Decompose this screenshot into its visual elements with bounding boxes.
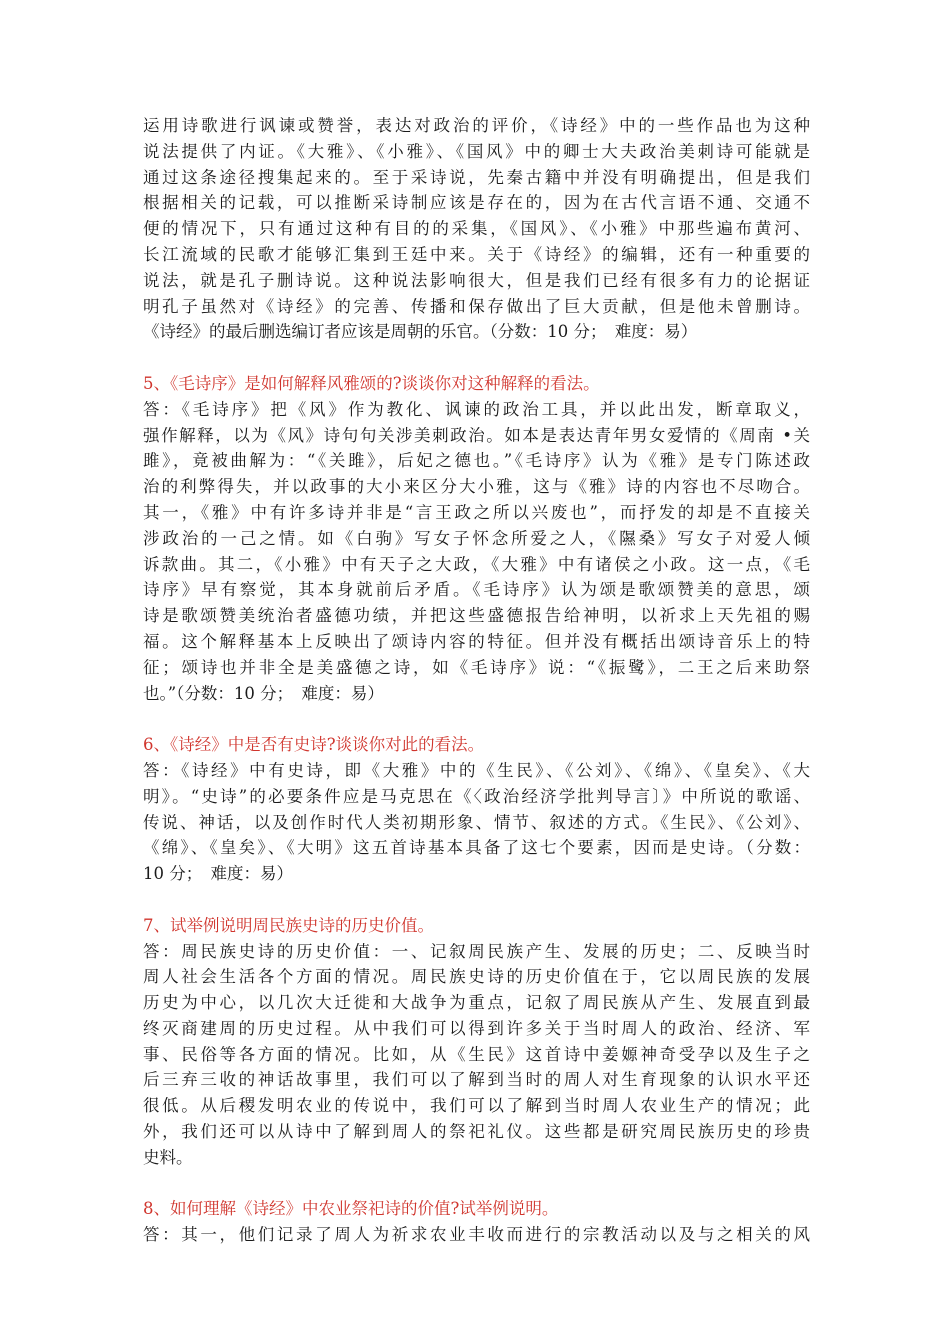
- answer-line: 治的利弊得失，并以政事的大小来区分大小雅，这与《雅》诗的内容也不尽吻合。: [143, 477, 810, 497]
- answer-line: 外，我们还可以从诗中了解到周人的祭祀礼仪。这些都是研究周民族历史的珍贵: [143, 1122, 810, 1142]
- answer-line: 涉政治的一己之情。如《白驹》写女子怀念所爱之人，《隰桑》写女子对爱人倾: [143, 528, 810, 548]
- question-8-block: [143, 1196, 810, 1248]
- question-6-block: [143, 732, 810, 887]
- answer-line: 诗是歌颂赞美统治者盛德功绩，并把这些盛德报告给神明，以祈求上天先祖的赐: [143, 606, 810, 626]
- answer-line: 答：《诗经》中有史诗，即《大雅》中的《生民》、《公刘》、《绵》、《皇矣》、《大: [143, 760, 810, 780]
- answer-line: 福。这个解释基本上反映出了颂诗内容的特征。但并没有概括出颂诗音乐上的特: [143, 631, 810, 651]
- answer-line: 答：其一，他们记录了周人为祈求农业丰收而进行的宗教活动以及与之相关的风: [143, 1225, 810, 1245]
- answer-line: 传说、神话，以及创作时代人类初期形象、情节、叙述的方式。《生民》、《公刘》、: [143, 812, 810, 832]
- answer-line: 明》。“史诗”的必要条件应是马克思在《〈政治经济学批判导言〕》中所说的歌谣、: [143, 786, 810, 806]
- answer-line: 征；颂诗也并非全是美盛德之诗，如《毛诗序》说：“《振鹭》，二王之后来助祭: [143, 657, 810, 677]
- answer-line: 很低。从后稷发明农业的传说中，我们可以了解到当时周人农业生产的情况；此: [143, 1096, 810, 1116]
- answer-line: 周人社会生活各个方面的情况。周民族史诗的历史价值在于，它以周民族的发展: [143, 967, 810, 987]
- intro-paragraph: [143, 113, 810, 345]
- document-page: [143, 113, 810, 1248]
- text-line: 长江流域的民歌才能够汇集到王廷中来。关于《诗经》的编辑，还有一种重要的: [143, 244, 810, 264]
- answer-line: 事、民俗等各方面的情况。比如，从《生民》这首诗中姜嫄神奇受孕以及生子之: [143, 1044, 810, 1064]
- text-line: 运用诗歌进行讽谏或赞誉，表达对政治的评价，《诗经》中的一些作品也为这种: [143, 116, 810, 135]
- answer-line: 史料。: [143, 1147, 193, 1167]
- question-7-block: [143, 913, 810, 1171]
- question-heading: 8、如何理解《诗经》中农业祭祀诗的价值?试举例说明。: [143, 1199, 559, 1219]
- answer-line: 诗序》早有察觉，其本身就前后矛盾。《毛诗序》认为颂是歌颂赞美的意思，颂: [143, 580, 810, 600]
- answer-line: 也。”（分数：10 分； 难度：易）: [143, 683, 384, 703]
- question-heading: 7、试举例说明周民族史诗的历史价值。: [143, 915, 434, 935]
- answer-line: 《绵》、《皇矣》、《大明》这五首诗基本具备了这七个要素，因而是史诗。（分数：: [143, 838, 810, 858]
- answer-line: 答：《毛诗序》把《风》作为教化、讽谏的政治工具，并以此出发，断章取义，: [143, 399, 810, 419]
- answer-line: 后三弃三收的神话故事里，我们可以了解到当时的周人对生育现象的认识水平还: [143, 1070, 810, 1090]
- answer-line: 10 分； 难度：易）: [143, 864, 293, 884]
- text-line: 通过这条途径搜集起来的。至于采诗说，先秦古籍中并没有明确提出，但是我们: [143, 167, 810, 187]
- text-line: 说法，就是孔子删诗说。这种说法影响很大，但是我们已经有很多有力的论据证: [143, 270, 810, 290]
- answer-line: 诉款曲。其二，《小雅》中有天子之大政，《大雅》中有诸侯之小政。这一点，《毛: [143, 554, 810, 574]
- text-line: 明孔子虽然对《诗经》的完善、传播和保存做出了巨大贡献，但是他未曾删诗。: [143, 296, 810, 316]
- answer-line: 强作解释，以为《风》诗句句关涉美刺政治。如本是表达青年男女爱情的《周南 •关: [143, 425, 810, 445]
- answer-line: 雎》，竟被曲解为：“《关雎》，后妃之德也。”《毛诗序》认为《雅》是专门陈述政: [143, 451, 810, 471]
- text-line: 根据相关的记载，可以推断采诗制应该是存在的，因为在古代言语不通、交通不: [143, 193, 810, 213]
- answer-line: 历史为中心，以几次大迁徙和大战争为重点，记叙了周民族从产生、发展直到最: [143, 993, 810, 1013]
- text-line: 说法提供了内证。《大雅》、《小雅》、《国风》中的卿士大夫政治美刺诗可能就是: [143, 141, 810, 161]
- question-heading: 6、《诗经》中是否有史诗?谈谈你对此的看法。: [143, 735, 485, 755]
- text-line: 《诗经》的最后删选编订者应该是周朝的乐官。（分数：10 分； 难度：易）: [143, 322, 698, 342]
- question-5-block: [143, 371, 810, 706]
- answer-line: 答：周民族史诗的历史价值：一、记叙周民族产生、发展的历史；二、反映当时: [143, 941, 810, 961]
- answer-line: 终灭商建周的历史过程。从中我们可以得到许多关于当时周人的政治、经济、军: [143, 1018, 810, 1038]
- text-line: 便的情况下，只有通过这种有目的的采集，《国风》、《小雅》中那些遍布黄河、: [143, 219, 810, 239]
- answer-line: 其一，《雅》中有许多诗并非是“言王政之所以兴废也”，而抒发的却是不直接关: [143, 502, 810, 522]
- question-heading: 5、《毛诗序》是如何解释风雅颂的?谈谈你对这种解释的看法。: [143, 373, 600, 393]
